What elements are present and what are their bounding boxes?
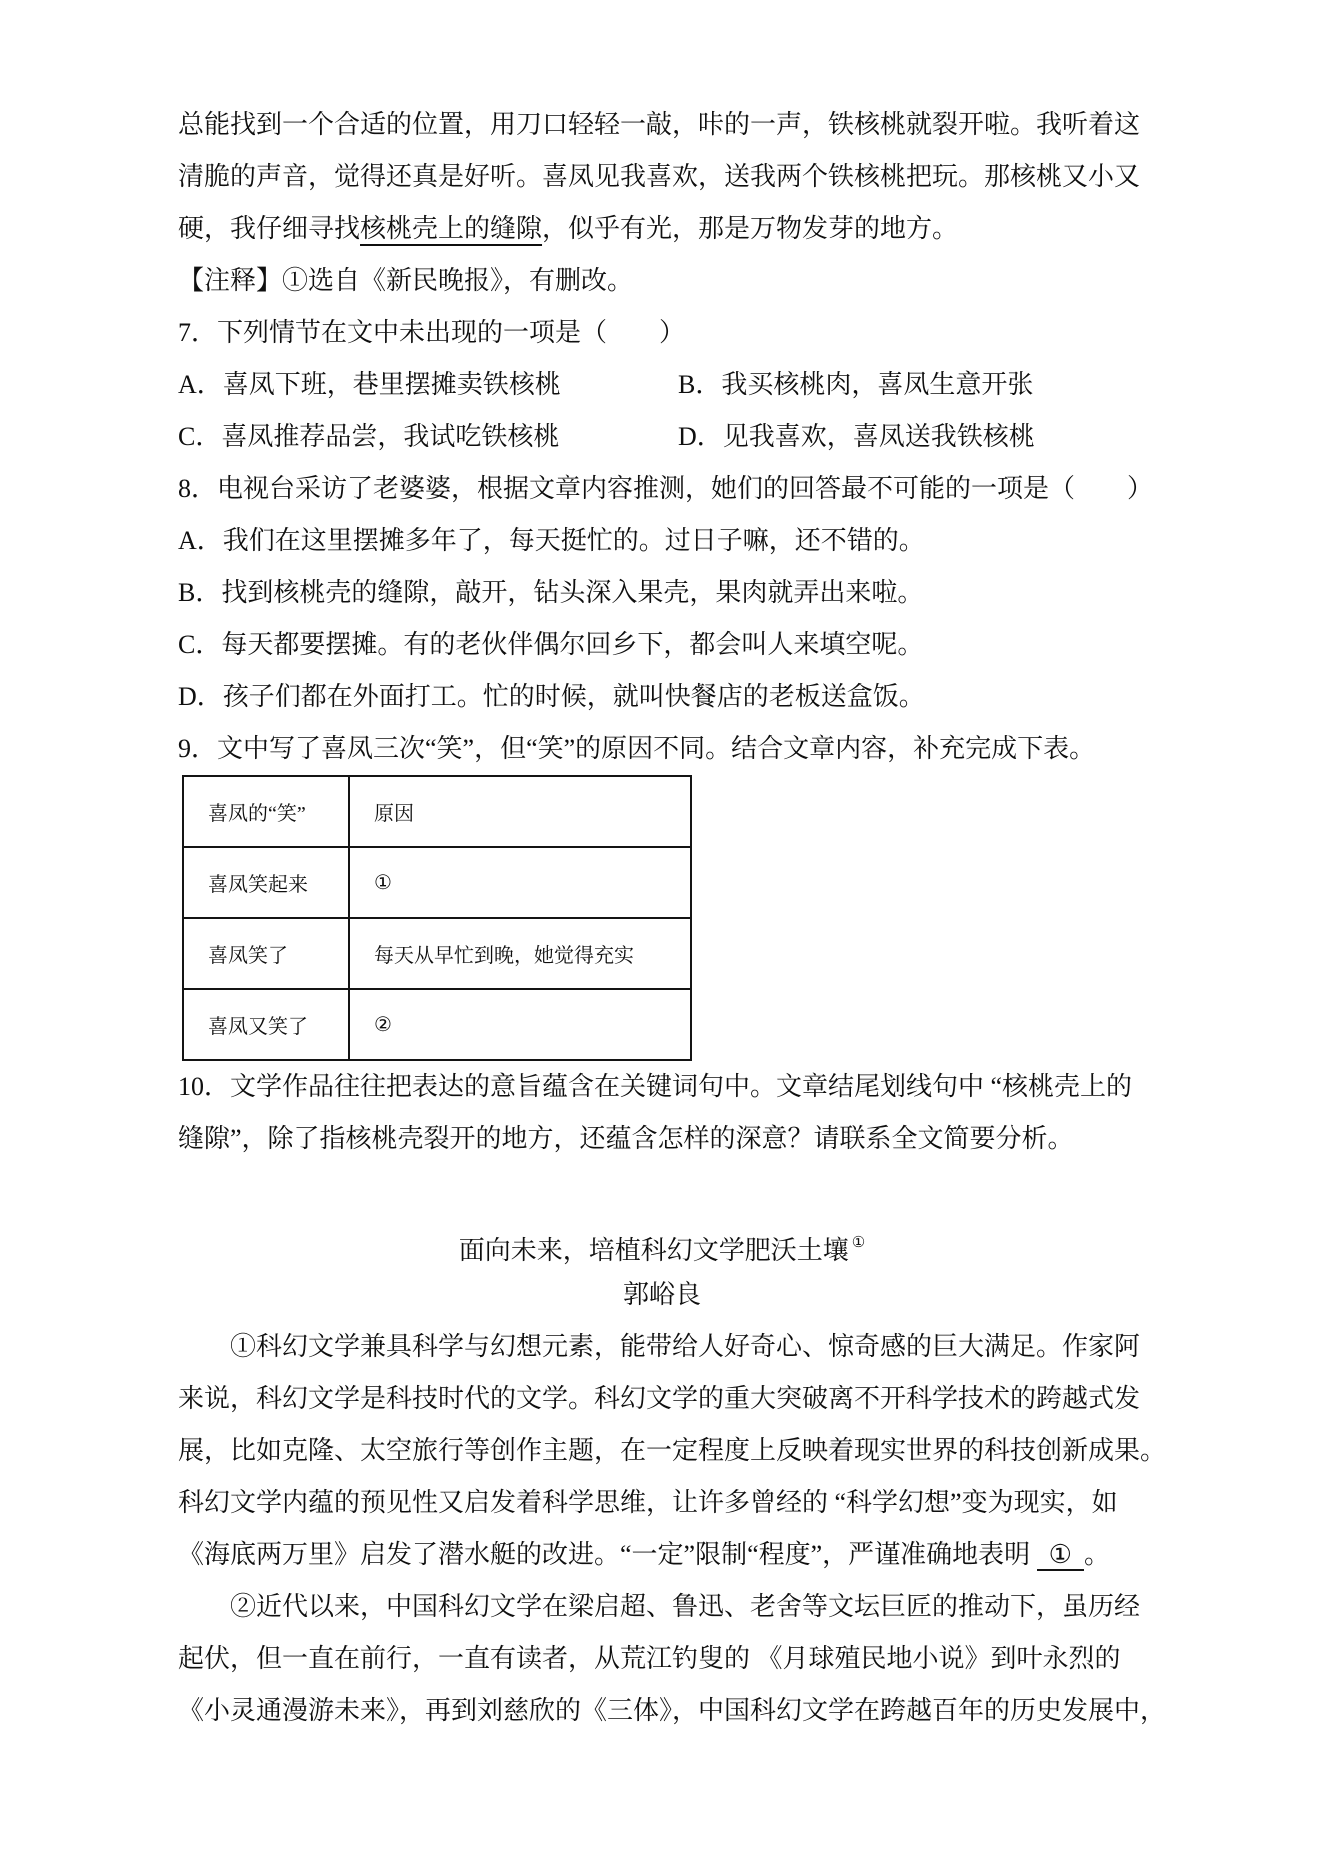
table-cell-reason-1: ① [349, 847, 691, 918]
article-paragraph-1-line: ①科幻文学兼具科学与幻想元素，能带给人好奇心、惊奇感的巨大满足。作家阿 [230, 1332, 1141, 1361]
article-title [178, 1217, 1146, 1269]
article-title-text: 面向未来，培植科幻文学肥沃土壤 [458, 1236, 849, 1265]
article-paragraph-1-line: 科幻文学内蕴的预见性又启发着科学思维，让许多曾经的 “科学幻想”变为现实，如 [178, 1488, 1118, 1517]
table-row [183, 918, 691, 989]
article-text: 《海底两万里》启发了潜水艇的改进。“一定”限制“程度”，严谨准确地表明 [178, 1540, 1037, 1569]
table-cell-smile-2: 喜凤笑了 [183, 918, 349, 989]
article-paragraph-1-line: 展，比如克隆、太空旅行等创作主题，在一定程度上反映着现实世界的科技创新成果。 [178, 1436, 1167, 1465]
table-cell-smile-1: 喜凤笑起来 [183, 847, 349, 918]
fill-in-blank: ① [1037, 1540, 1084, 1571]
article-paragraph-1-line: 来说，科幻文学是科技时代的文学。科幻文学的重大突破离不开科学技术的跨越式发 [178, 1384, 1141, 1413]
underlined-phrase: 核桃壳上的缝隙 [360, 214, 543, 243]
question-7-stem: 7．下列情节在文中未出现的一项是（ ） [178, 318, 686, 347]
table-cell-reason-2: 每天从早忙到晚，她觉得充实 [349, 918, 691, 989]
option-c: C．喜凤推荐品尝，我试吃铁核桃 [178, 422, 560, 451]
xifeng-smile-table [182, 775, 692, 1061]
table-cell-reason-header: 原因 [349, 776, 691, 847]
option-d: D．孩子们都在外面打工。忙的时候，就叫快餐店的老板送盒饭。 [178, 682, 925, 711]
article-paragraph-2-line: 《小灵通漫游未来》，再到刘慈欣的《三体》，中国科幻文学在跨越百年的历史发展中， [178, 1696, 1167, 1725]
question-10-stem-line2: 缝隙”，除了指核桃壳裂开的地方，还蕴含怎样的深意？请联系全文简要分析。 [178, 1124, 1074, 1153]
article-paragraph-2-line: ②近代以来，中国科幻文学在梁启超、鲁迅、老舍等文坛巨匠的推动下，虽历经 [230, 1592, 1141, 1621]
table-row [183, 989, 691, 1060]
question-10-stem-line1: 10．文学作品往往把表达的意旨蕴含在关键词句中。文章结尾划线句中 “核桃壳上的 [178, 1072, 1133, 1101]
article-paragraph-1-line [178, 1529, 1146, 1581]
question-7-options-cd [178, 411, 1146, 463]
passage-line: 清脆的声音，觉得还真是好听。喜凤见我喜欢，送我两个铁核桃把玩。那核桃又小又 [178, 162, 1141, 191]
text-column [178, 0, 1167, 1737]
table-cell-smile-header: 喜凤的“笑” [183, 776, 349, 847]
question-9-stem: 9．文中写了喜凤三次“笑”，但“笑”的原因不同。结合文章内容，补充完成下表。 [178, 734, 1096, 763]
option-b: B．找到核桃壳的缝隙，敲开，钻头深入果壳，果肉就弄出来啦。 [178, 578, 924, 607]
passage-text: ，似乎有光，那是万物发芽的地方。 [542, 214, 959, 243]
footnote-marker-icon: ① [851, 1235, 866, 1251]
table-body [183, 776, 691, 1060]
table-cell-reason-3: ② [349, 989, 691, 1060]
article-author: 郭峪良 [622, 1280, 701, 1309]
article-text: 。 [1083, 1540, 1110, 1569]
passage-line: 总能找到一个合适的位置，用刀口轻轻一敲，咔的一声，铁核桃就裂开啦。我听着这 [178, 110, 1141, 139]
passage-text: 硬，我仔细寻找 [178, 214, 361, 243]
option-d: D．见我喜欢，喜凤送我铁核桃 [678, 422, 1035, 451]
passage-line [178, 203, 1146, 255]
question-8-stem: 8．电视台采访了老婆婆，根据文章内容推测，她们的回答最不可能的一项是（ ） [178, 474, 1154, 503]
option-b: B．我买核桃肉，喜凤生意开张 [678, 370, 1034, 399]
blank-line [178, 1165, 1146, 1217]
option-c: C．每天都要摆摊。有的老伙伴偶尔回乡下，都会叫人来填空呢。 [178, 630, 924, 659]
article-paragraph-2-line: 起伏，但一直在前行，一直有读者，从荒江钓叟的 《月球殖民地小说》到叶永烈的 [178, 1644, 1121, 1673]
table-cell-smile-3: 喜凤又笑了 [183, 989, 349, 1060]
table-row [183, 776, 691, 847]
footnote-line: 【注释】①选自《新民晚报》，有删改。 [178, 266, 634, 295]
table-row [183, 847, 691, 918]
option-a: A．喜凤下班，巷里摆摊卖铁核桃 [178, 370, 561, 399]
option-a: A．我们在这里摆摊多年了，每天挺忙的。过日子嘛，还不错的。 [178, 526, 925, 555]
question-7-options-ab [178, 359, 1146, 411]
